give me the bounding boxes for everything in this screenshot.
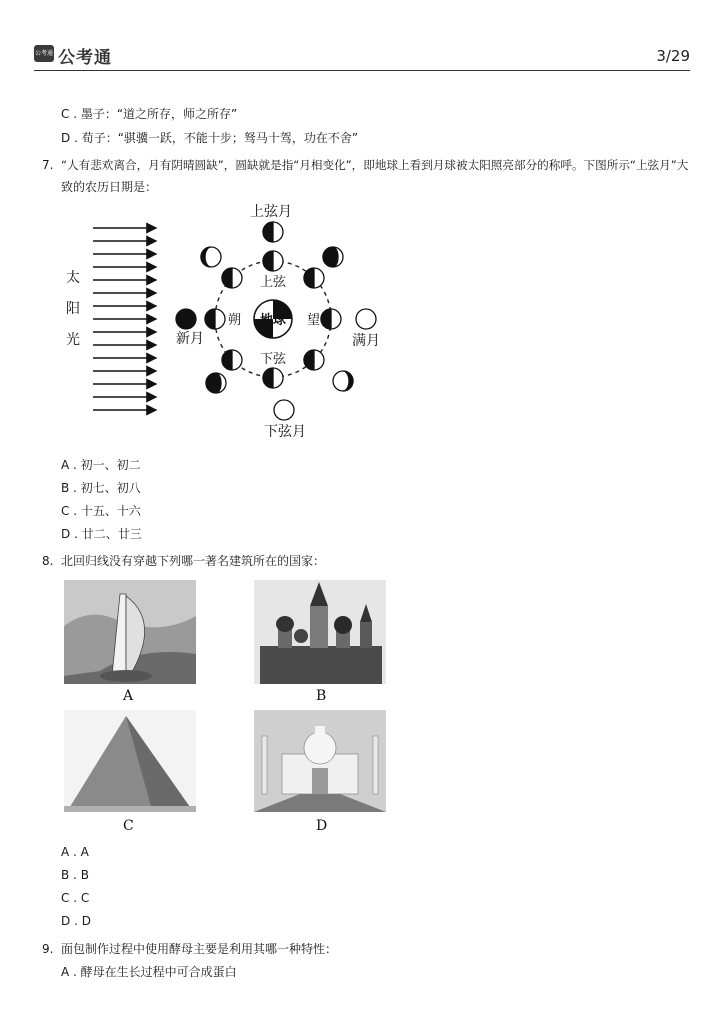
inner-moon-top-right (304, 268, 324, 288)
label-manyue: 满月 (352, 333, 380, 349)
pyramid-icon (64, 710, 196, 812)
q8-option-d: D . D (61, 914, 91, 928)
inner-moon-bottom-left (222, 350, 242, 370)
burj-al-arab-icon (64, 580, 196, 684)
image-label-a: A (123, 688, 134, 704)
inner-moon-top (263, 251, 283, 271)
label-xiaxian-inner: 下弦 (260, 352, 287, 367)
image-label-d: D (316, 818, 328, 834)
phase-moon-waning-crescent (206, 373, 226, 393)
inner-moon-left (205, 309, 225, 329)
inner-moon-top-left (222, 268, 242, 288)
moon-phase-figure (66, 200, 388, 440)
label-shangxianyue: 上弦月 (250, 204, 292, 220)
label-shangxian-inner: 上弦 (260, 275, 287, 290)
sunlight-arrows (93, 228, 156, 410)
prev-option-d: D . 荀子：“骐骥一跃，不能十步；驽马十驾，功在不舍” (61, 131, 359, 145)
q8-option-b: B . B (61, 868, 89, 882)
prev-option-c: C . 墨子：“道之所存，师之所存” (61, 107, 238, 121)
q8-text: 北回归线没有穿越下列哪一著名建筑所在的国家： (61, 554, 326, 568)
label-shuo-inner: 朔 (228, 313, 242, 328)
buildings-figure (60, 576, 390, 836)
q9-text: 面包制作过程中使用酵母主要是利用其哪一种特性： (61, 942, 338, 956)
q7-number: 7. (42, 158, 54, 172)
sunlight-label-1: 太 (66, 270, 80, 286)
earth-label: 地球 (260, 313, 287, 328)
q9-option-a: A . 酵母在生长过程中可合成蛋白 (61, 965, 237, 979)
page-number: 3/29 (656, 47, 690, 65)
q8-option-a: A . A (61, 845, 89, 859)
inner-moon-bottom (263, 368, 283, 388)
logo-icon: 公考通 (34, 45, 54, 62)
phase-moon-full (356, 309, 376, 329)
label-wang-inner: 望 (307, 313, 321, 328)
phase-moon-waxing-crescent (201, 247, 221, 267)
phase-moon-waning-gibbous (333, 371, 353, 391)
q7-option-b: B . 初七、初八 (61, 481, 141, 495)
phase-moon-last-quarter (274, 400, 294, 420)
label-xiaxianyue: 下弦月 (264, 424, 306, 440)
sunlight-label-3: 光 (66, 332, 80, 348)
q7-text-line1: “人有悲欢离合，月有阴晴圆缺”，圆缺就是指“月相变化”，即地球上看到月球被太阳照亮部分的称呼。下图所示“上弦月”大 (61, 158, 689, 172)
image-label-c: C (123, 818, 134, 834)
taj-mahal-icon (254, 710, 386, 812)
page-header (34, 42, 690, 71)
q8-number: 8. (42, 554, 54, 568)
q7-option-d: D . 廿二、廿三 (61, 527, 142, 541)
q9-number: 9. (42, 942, 54, 956)
st-basils-cathedral-icon (254, 580, 386, 684)
q8-option-c: C . C (61, 891, 90, 905)
image-label-b: B (316, 688, 327, 704)
inner-moon-bottom-right (304, 350, 324, 370)
phase-moon-first-quarter (263, 222, 283, 242)
inner-moon-right (321, 309, 341, 329)
q7-text-line2: 致的农历日期是： (61, 180, 158, 194)
sunlight-label-2: 阳 (66, 301, 80, 317)
label-xinyue: 新月 (176, 331, 204, 347)
phase-moon-waxing-gibbous (323, 247, 343, 267)
logo-text: 公考通 (58, 48, 112, 68)
q7-option-a: A . 初一、初二 (61, 458, 141, 472)
q7-option-c: C . 十五、十六 (61, 504, 141, 518)
phase-moon-new (176, 309, 196, 329)
